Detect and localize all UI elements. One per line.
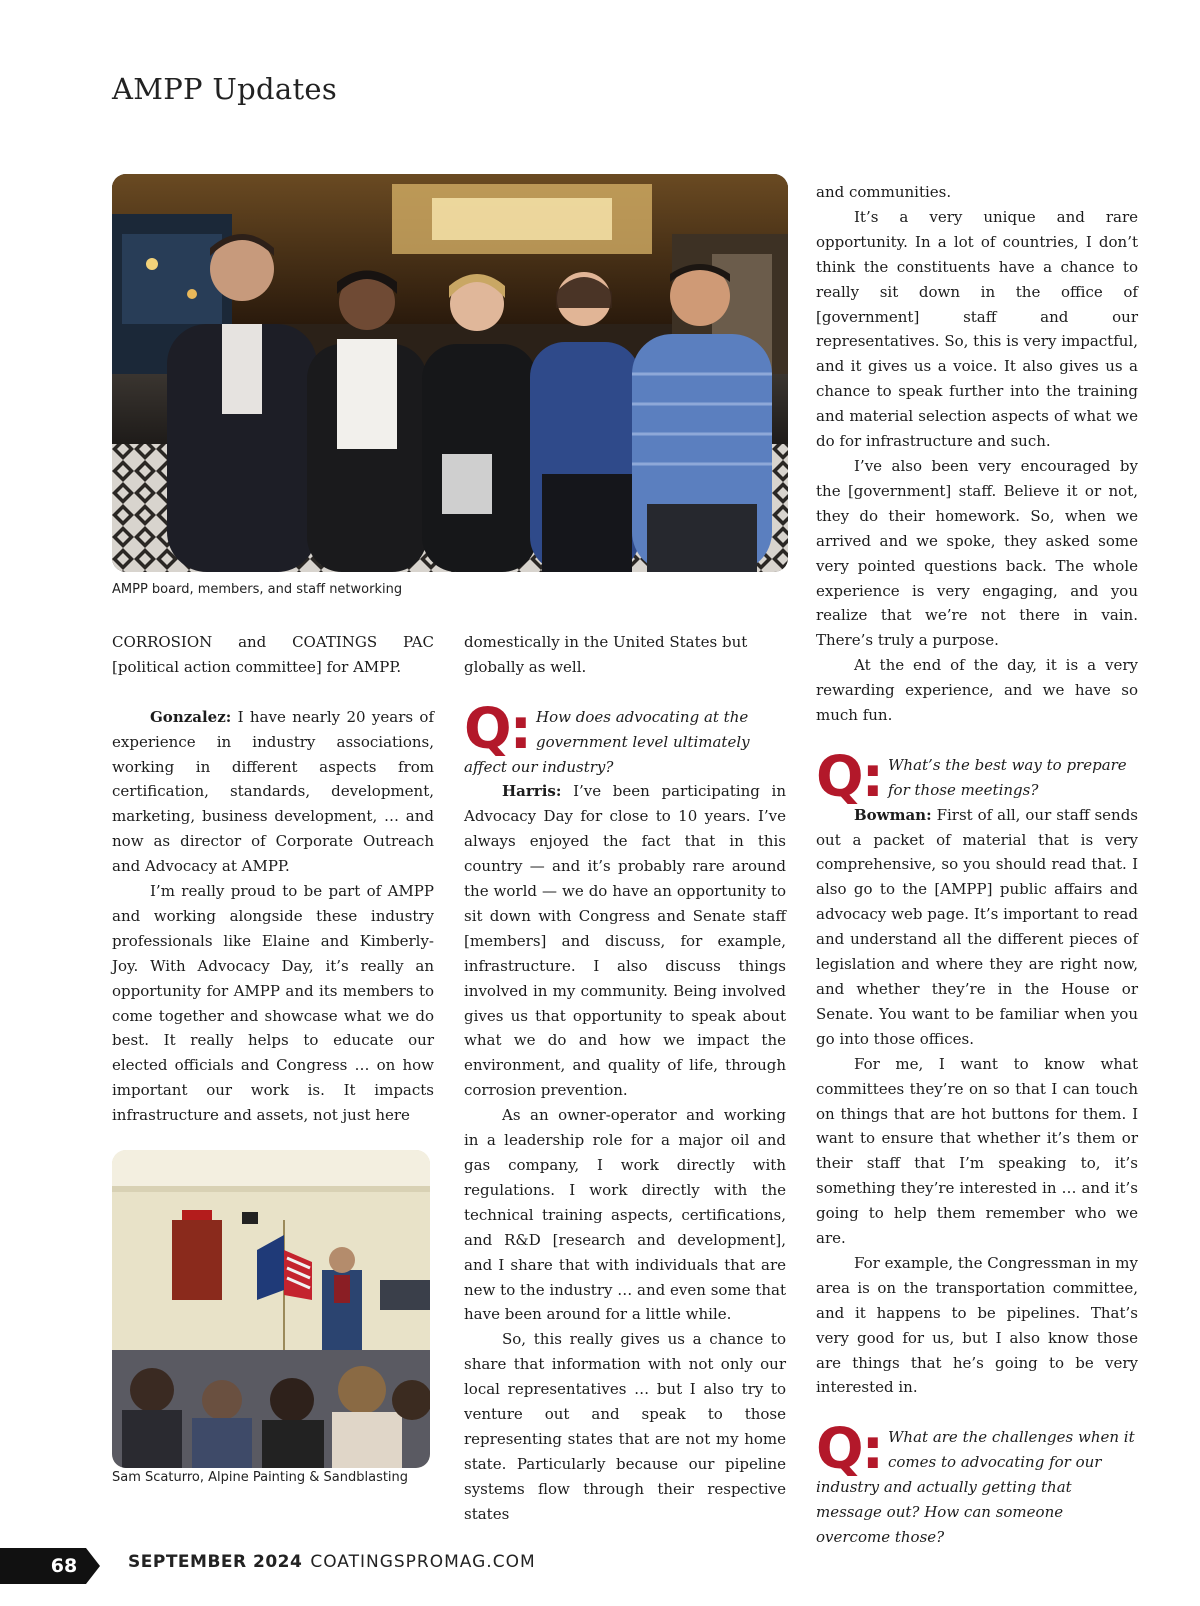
issue-date: SEPTEMBER 2024 [128, 1552, 303, 1572]
speaker-name: Bowman: [854, 805, 932, 824]
question-block [464, 696, 786, 780]
question-mark-label: Q: [464, 696, 530, 762]
paragraph: For me, I want to know what committees they’re on so that I can touch on things that are hot buttons for them. I want to ensure that whether it’s them or their staff that I’m speaking to, it’s something they’re interested in … and it’s going to help them remember who we are. [816, 1054, 1138, 1248]
paragraph: Gonzalez: I have nearly 20 years of experience in industry associations, working in different aspects from certification, standards, development, marketing, business development, … and now as director of Corporate Outreach and Advocacy at AMPP. [112, 707, 434, 876]
question-block [816, 744, 1138, 810]
paragraph: As an owner-operator and working in a leadership role for a major oil and gas company, I work directly with regulations. I work directly with the technical training aspects, certifications, and R&D [research and development], and I share that with individuals that are new to the industry … and even some that have been around for a little while. [464, 1106, 786, 1324]
question-text: How does advocating at the government level ultimately affect our industry? [464, 707, 750, 776]
question-block [816, 1417, 1138, 1550]
article-column-1 [112, 630, 434, 1128]
footer-issue-line [128, 1552, 536, 1572]
section-title: AMPP Updates [112, 72, 338, 106]
speaker-photo-caption: Sam Scaturro, Alpine Painting & Sandblasting [112, 1470, 409, 1485]
page-number: 68 [50, 1555, 78, 1577]
paragraph: At the end of the day, it is a very rewarding experience, and we have so much fun. [816, 656, 1138, 725]
question-mark-label: Q: [816, 1417, 882, 1483]
question-mark-label: Q: [816, 744, 882, 810]
website[interactable]: COATINGSPROMAG.COM [310, 1552, 536, 1572]
group-photo [112, 174, 788, 572]
paragraph: Bowman: First of all, our staff sends out a packet of material that is very comprehensive, so you should read that. I also go to the [AMPP] public affairs and advocacy web page. It’s important to read and understand all the different pieces of legislation and where they are right now, and whether they’re in the House or Senate. You want to be familiar when you go into those offices. [816, 805, 1138, 1048]
paragraph: For example, the Congressman in my area is on the transportation committee, and it happens to be pipelines. That’s very good for us, but I also know those are things that he’s going to be very interested in. [816, 1253, 1138, 1397]
paragraph: I’ve also been very encouraged by the [government] staff. Believe it or not, they do their homework. So, when we arrived and we spoke, they asked some very pointed questions back. The whole experience is very engaging, and you realize that we’re not there in vain. There’s truly a purpose. [816, 456, 1138, 650]
paragraph: domestically in the United States but globally as well. [464, 633, 748, 676]
speaker-photo [112, 1150, 430, 1468]
article-column-2 [464, 630, 786, 1527]
paragraph: It’s a very unique and rare opportunity. In a lot of countries, I don’t think the constituents have a chance to really sit down in the office of [government] staff and our representatives. So, this is very impactful, and it gives us a voice. It also gives us a chance to speak further into the training and material selection aspects of what we do for infrastructure and such. [816, 207, 1138, 451]
group-photo-caption: AMPP board, members, and staff networking [112, 582, 403, 597]
speaker-name: Gonzalez: [150, 707, 232, 726]
paragraph: and communities. [816, 183, 952, 201]
question-text: What’s the best way to prepare for those meetings? [888, 755, 1127, 799]
question-text: What are the challenges when it comes to advocating for our industry and actually getting that message out? How can someone overcome those? [816, 1428, 1135, 1546]
paragraph: I’m really proud to be part of AMPP and working alongside these industry professionals like Elaine and Kimberly-Joy. With Advocacy Day, it’s really an opportunity for AMPP and its members to come together and showcase what we do best. It really helps to educate our elected officials and Congress … on how important our work is. It impacts infrastructure and assets, not just here [112, 882, 434, 1125]
speaker-name: Harris: [502, 782, 562, 801]
paragraph: Harris: I’ve been participating in Advocacy Day for close to 10 years. I’ve always enjoyed the fact that in this country — and it’s probably rare around the world — we do have an opportunity to sit down with Congress and Senate staff [members] and discuss, for example, infrastructure. I also discuss things involved in my community. Being involved gives us that opportunity to speak about what we do and how we impact the environment, and quality of life, through corrosion prevention. [464, 782, 786, 1100]
paragraph: CORROSION and COATINGS PAC [political action committee] for AMPP. [112, 633, 434, 676]
paragraph: So, this really gives us a chance to share that information with not only our local representatives … but I also try to venture out and speak to those representing states that are not my home state. Particularly because our pipeline systems flow through their respective states [464, 1330, 786, 1523]
article-column-3 [816, 180, 1138, 1550]
